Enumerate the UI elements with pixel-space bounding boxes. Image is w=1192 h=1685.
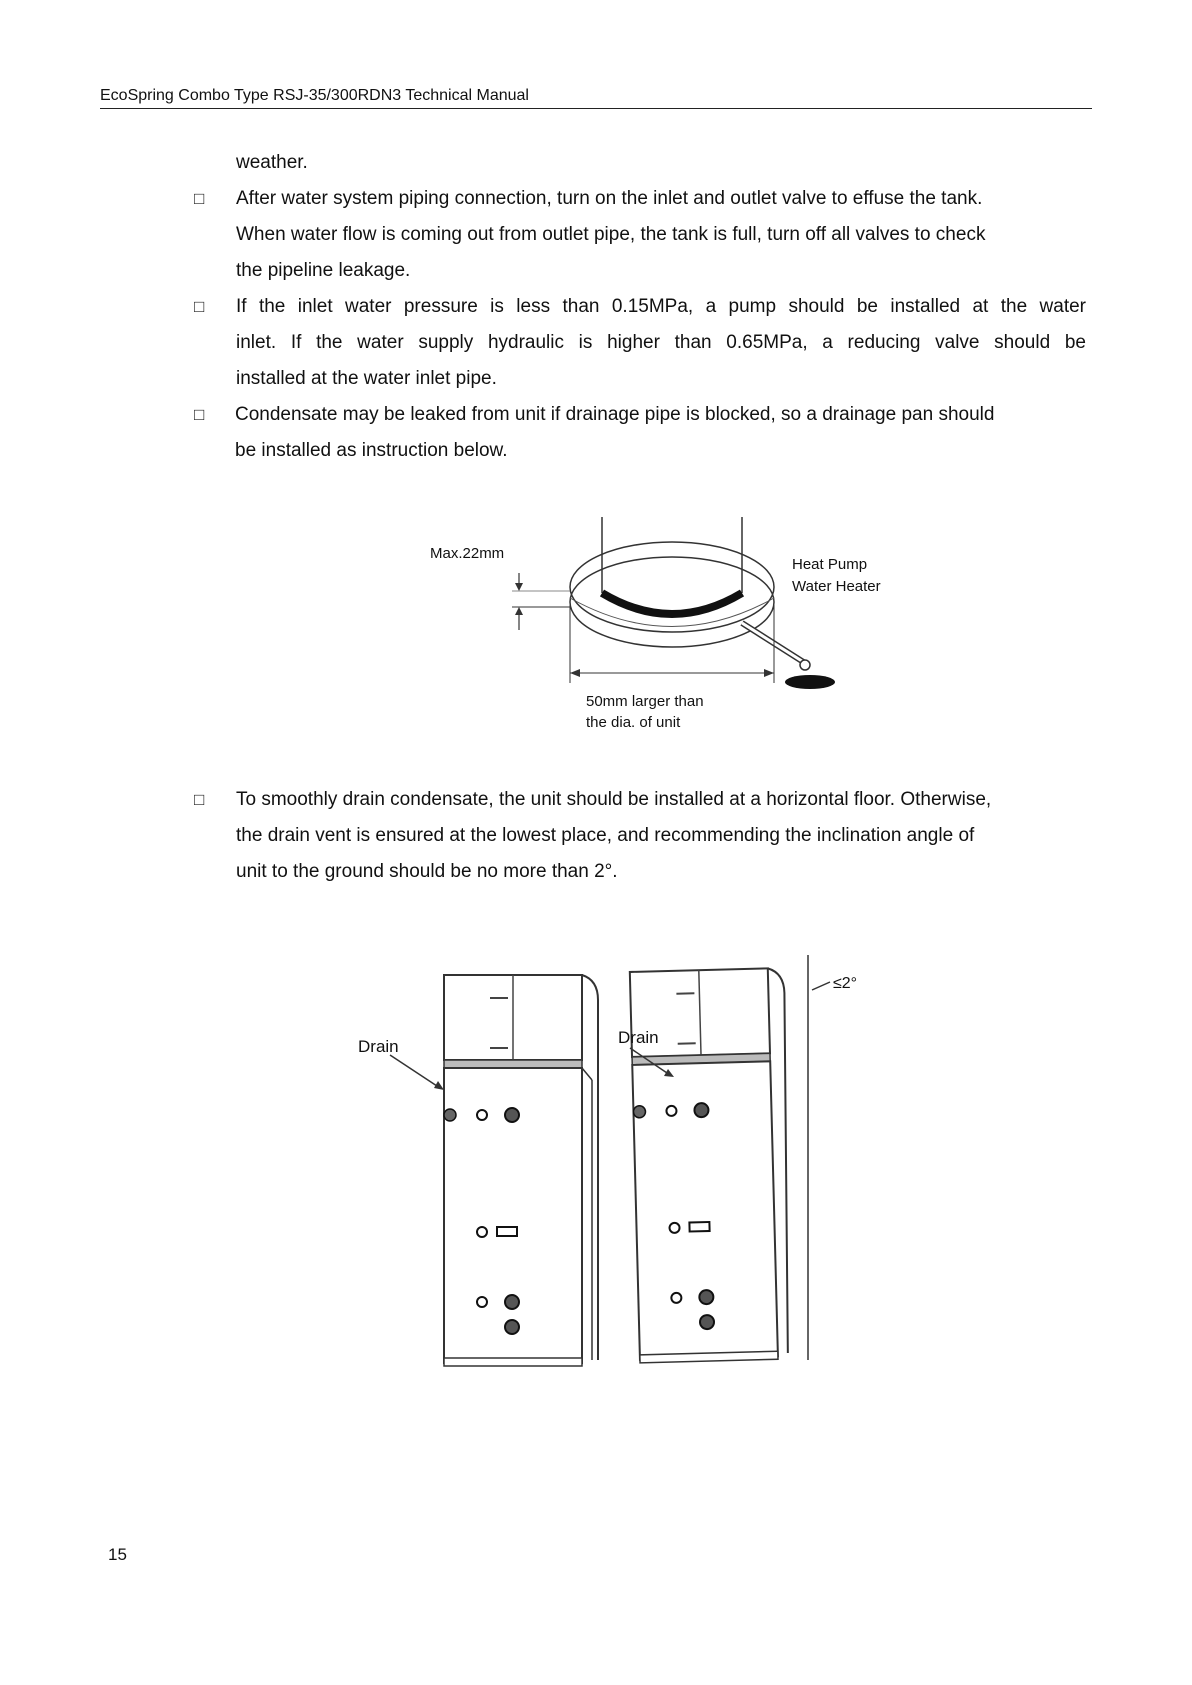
text-line: weather. [236,152,308,173]
drainage-pan-figure [400,505,920,745]
paragraph-continuation [236,145,1086,181]
angle-label: ≤2° [833,975,858,992]
pan-size-label: 50mm larger than [586,693,704,710]
paragraph-horizontal-floor [236,782,1086,890]
text-line: inlet. If the water supply hydraulic is higher than 0.65MPa, a reducing valve should be [236,332,1086,353]
paragraph-inlet-pressure [236,289,1086,397]
running-header: EcoSpring Combo Type RSJ-35/300RDN3 Technical Manual [100,86,1092,109]
paragraph-filling-tank [236,181,1086,289]
water-heater-label: Water Heater [792,578,881,595]
drain-label-right: Drain [618,1028,659,1047]
text-line: Condensate may be leaked from unit if drainage pipe is blocked, so a drainage pan should [235,404,995,425]
bullet-marker: □ [194,297,205,316]
heat-pump-label: Heat Pump [792,556,868,573]
paragraph-condensate [235,397,1085,469]
text-line: the pipeline leakage. [236,260,411,281]
pan-size-label-line2: the dia. of unit [586,714,681,731]
unit-inclination-figure [340,940,900,1370]
text-line: be installed as instruction below. [235,440,508,461]
max-height-label: Max.22mm [430,545,505,562]
text-line: To smoothly drain condensate, the unit should be installed at a horizontal floor. Otherwise, [236,789,992,810]
text-line: If the inlet water pressure is less than 0.15MPa, a pump should be installed at the water [236,296,1086,317]
text-line: installed at the water inlet pipe. [236,368,497,389]
text-line: unit to the ground should be no more than 2°. [236,861,618,882]
page-number: 15 [108,1545,127,1564]
text-line: After water system piping connection, turn on the inlet and outlet valve to effuse the tank. [236,188,983,209]
text-line: When water flow is coming out from outlet pipe, the tank is full, turn off all valves to check [236,224,986,245]
drain-label-left: Drain [358,1037,399,1056]
upright-unit [390,975,598,1366]
bullet-marker: □ [194,189,205,208]
text-line: the drain vent is ensured at the lowest place, and recommending the inclination angle of [236,825,975,846]
bullet-marker: □ [194,405,205,424]
bullet-marker: □ [194,790,205,809]
